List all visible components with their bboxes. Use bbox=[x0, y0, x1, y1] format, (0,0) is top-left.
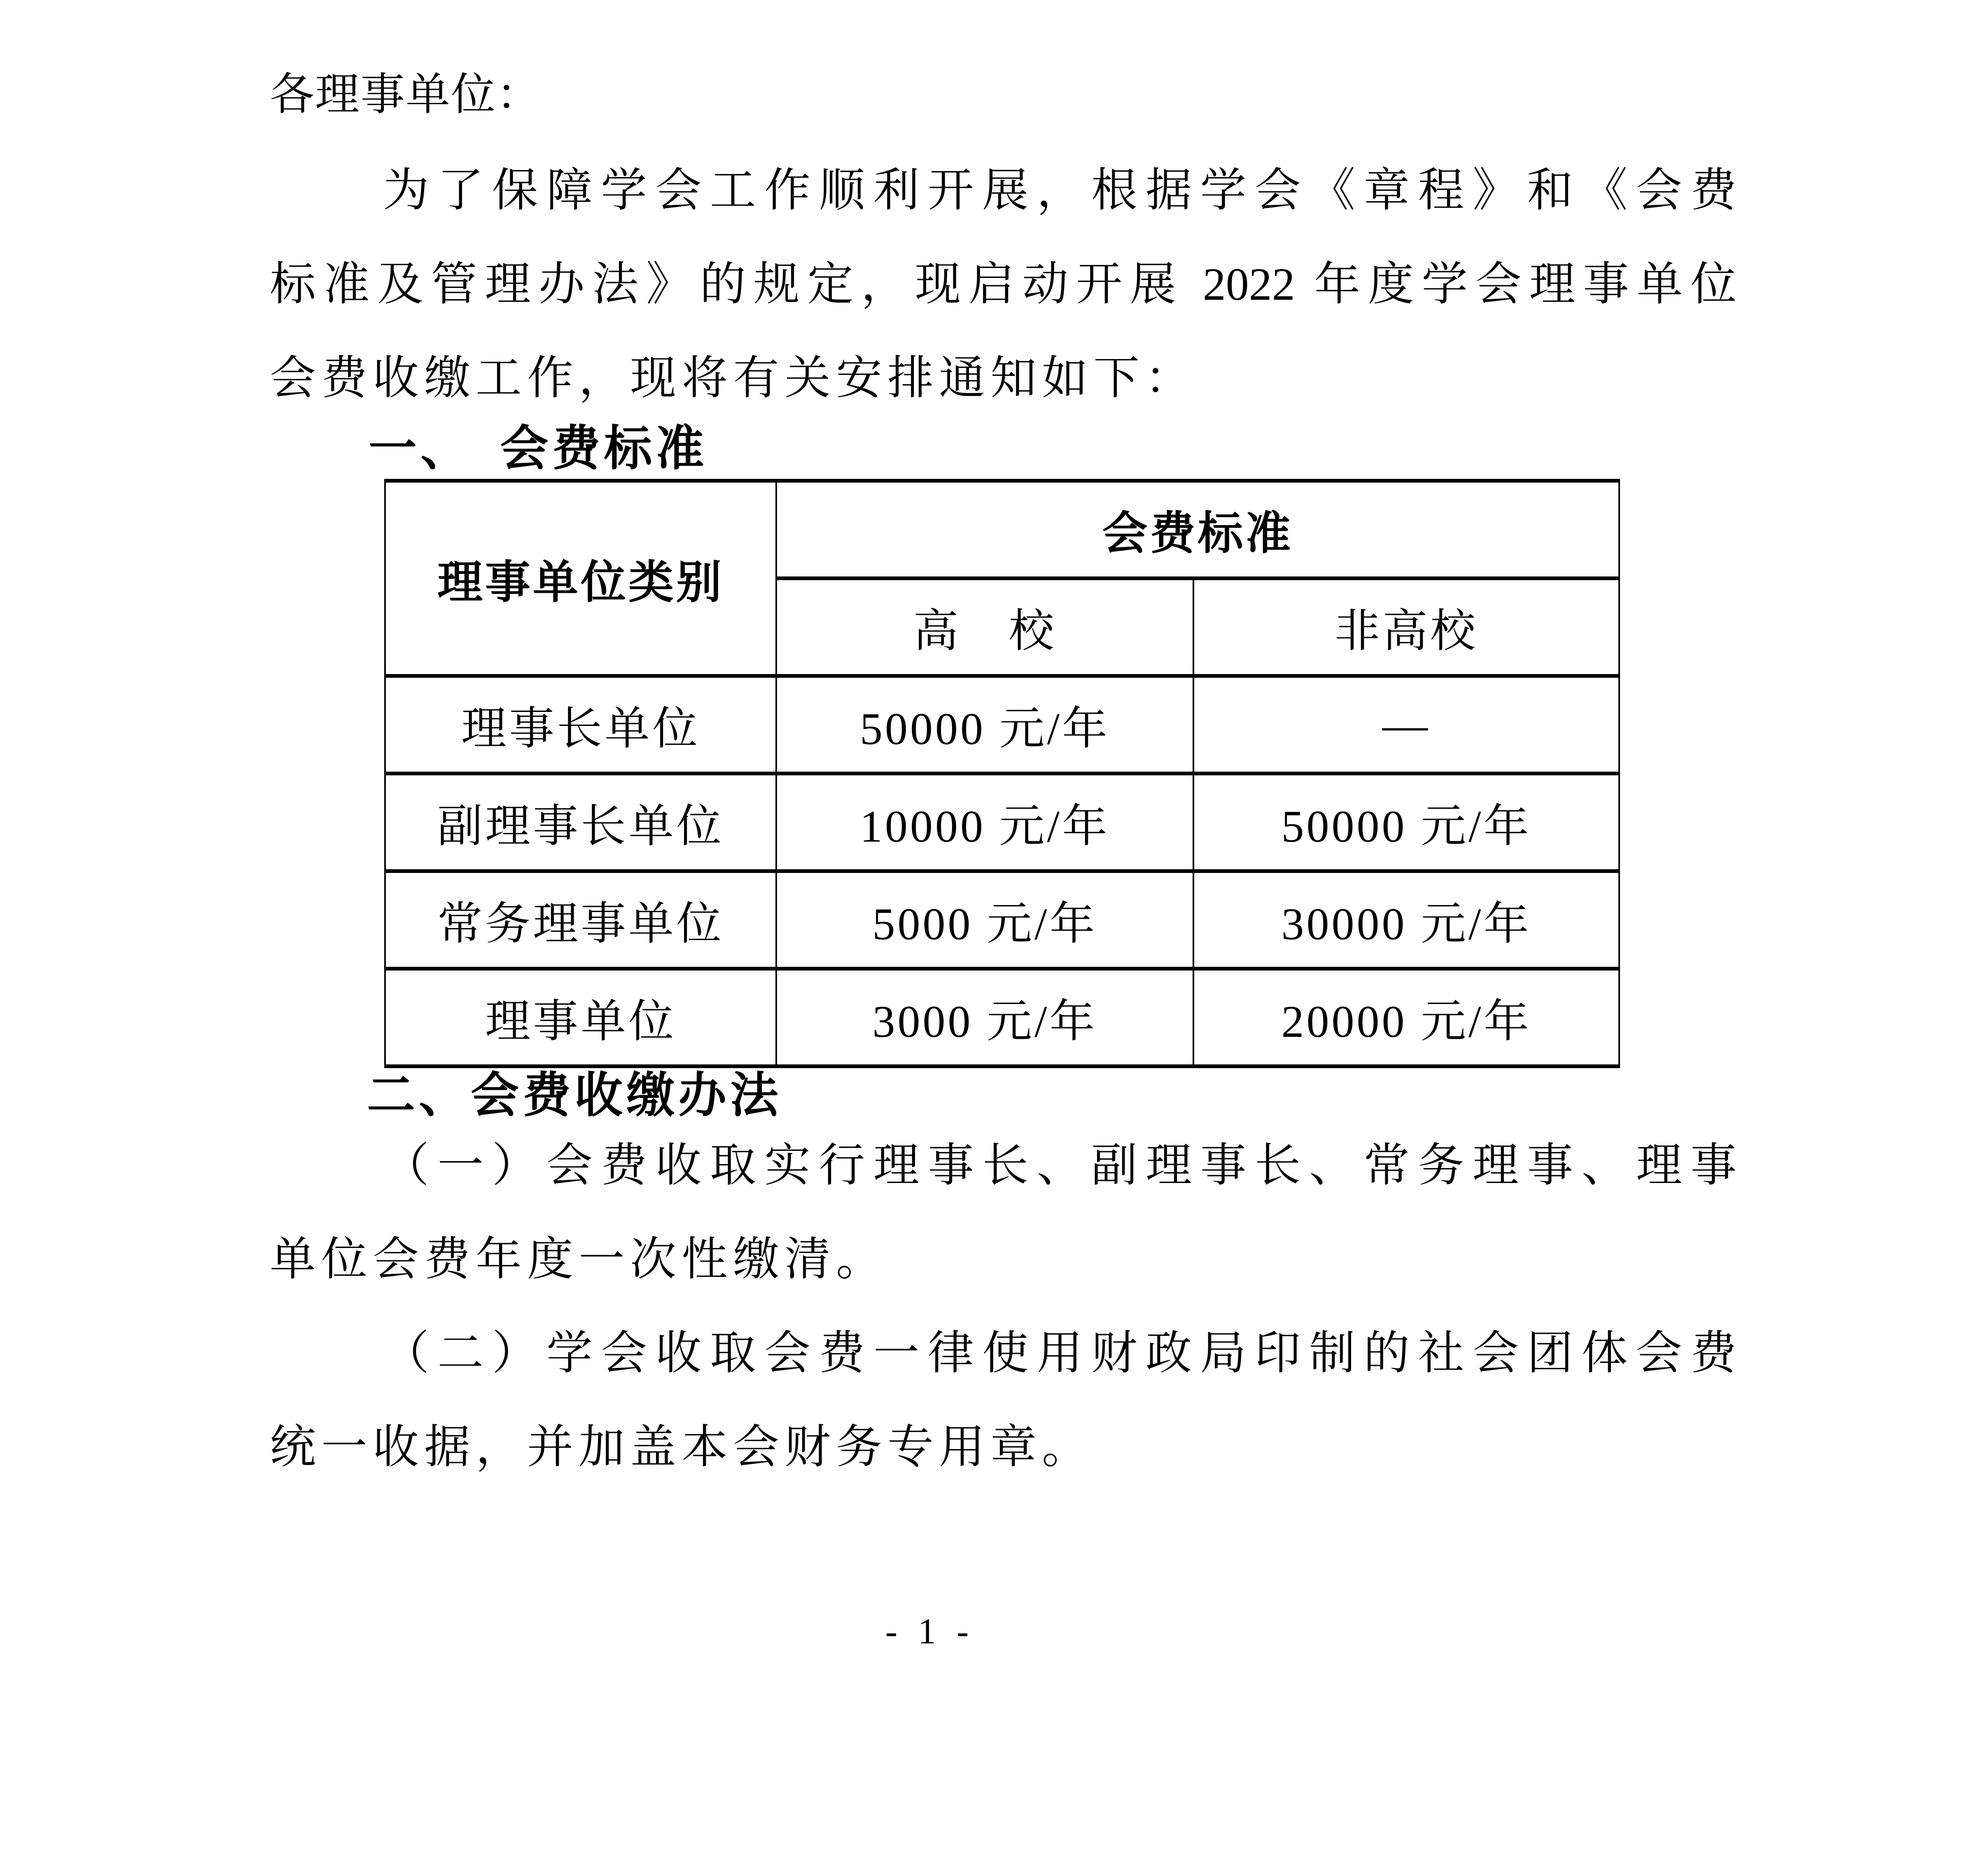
method-paragraph-2-line-2: 统一收据，并加盖本会财务专用章。 bbox=[270, 1422, 1093, 1473]
method-paragraph-1-line-1: （一）会费收取实行理事长、副理事长、常务理事、理事 bbox=[383, 1140, 1737, 1191]
cell-category: 理事长单位 bbox=[385, 676, 776, 774]
intro-paragraph-line-3: 会费收缴工作，现将有关安排通知如下： bbox=[270, 353, 1196, 404]
cell-university-fee: 50000 元/年 bbox=[776, 676, 1193, 774]
cell-non-university-fee: 30000 元/年 bbox=[1193, 871, 1619, 969]
cell-non-university-fee: 50000 元/年 bbox=[1193, 774, 1619, 871]
header-cell-category: 理事单位类别 bbox=[385, 481, 776, 676]
fee-standard-table bbox=[384, 479, 1620, 1068]
cell-category: 常务理事单位 bbox=[385, 871, 776, 969]
table-row bbox=[385, 871, 1619, 969]
salutation-line: 各理事单位： bbox=[270, 70, 542, 119]
cell-category: 副理事长单位 bbox=[385, 774, 776, 871]
cell-non-university-fee: 20000 元/年 bbox=[1193, 969, 1619, 1066]
subheader-cell-non-university: 非高校 bbox=[1193, 579, 1619, 676]
cell-category: 理事单位 bbox=[385, 969, 776, 1066]
section-2-heading: 二、会费收缴办法 bbox=[367, 1068, 782, 1122]
cell-non-university-fee: — bbox=[1193, 676, 1619, 774]
header-cell-fee-standard: 会费标准 bbox=[776, 481, 1619, 579]
subheader-cell-university: 高 校 bbox=[776, 579, 1193, 676]
page-number: - 1 - bbox=[885, 1612, 975, 1652]
intro-paragraph-line-1: 为了保障学会工作顺利开展，根据学会《章程》和《会费 bbox=[383, 165, 1737, 216]
section-1-heading: 一、 会费标准 bbox=[369, 421, 708, 475]
intro-paragraph-line-2: 标准及管理办法》的规定，现启动开展 2022 年度学会理事单位 bbox=[270, 259, 1737, 310]
cell-university-fee: 5000 元/年 bbox=[776, 871, 1193, 969]
method-paragraph-1-line-2: 单位会费年度一次性缴清。 bbox=[270, 1234, 887, 1285]
cell-university-fee: 10000 元/年 bbox=[776, 774, 1193, 871]
table-row bbox=[385, 774, 1619, 871]
method-paragraph-2-line-1: （二）学会收取会费一律使用财政局印制的社会团体会费 bbox=[383, 1328, 1737, 1379]
table-row bbox=[385, 969, 1619, 1066]
table-header-row bbox=[385, 481, 1619, 579]
table-row bbox=[385, 676, 1619, 774]
cell-university-fee: 3000 元/年 bbox=[776, 969, 1193, 1066]
